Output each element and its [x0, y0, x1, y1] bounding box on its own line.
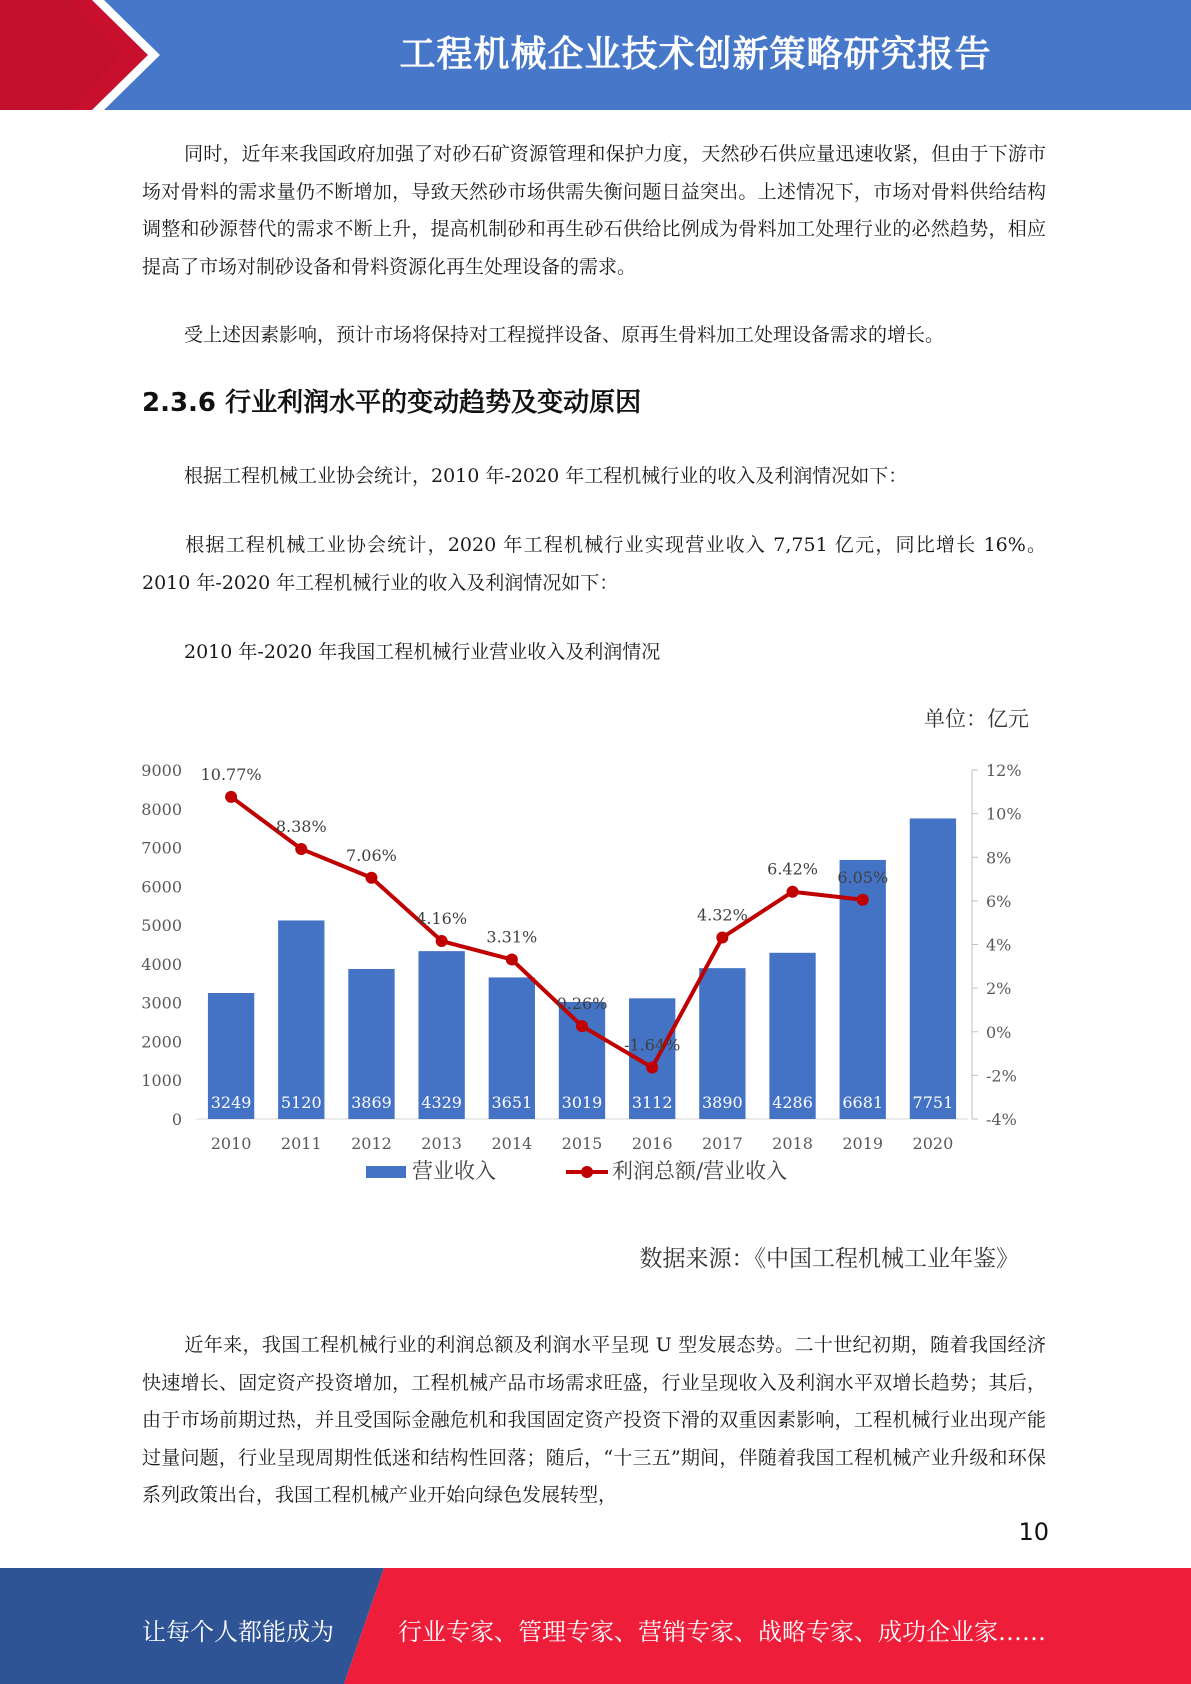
y-tick-label: 0: [171, 1110, 182, 1129]
line-point: [365, 872, 377, 884]
x-tick-label: 2015: [561, 1134, 603, 1153]
bar-value-label: 3249: [210, 1093, 252, 1112]
line-profit-ratio: [231, 797, 863, 1068]
y2-tick-label: 8%: [986, 848, 1012, 868]
y-tick-label: 2000: [141, 1032, 182, 1052]
y-tick-label: 4000: [141, 954, 182, 974]
line-point: [576, 1020, 588, 1032]
x-tick-label: 2012: [351, 1134, 392, 1153]
section-heading: 2.3.6 行业利润水平的变动趋势及变动原因: [142, 388, 642, 418]
y-tick-label: 6000: [141, 877, 182, 897]
bar-value-label: 7751: [912, 1093, 954, 1112]
line-point: [716, 932, 728, 944]
bar-value-label: 4286: [772, 1093, 813, 1112]
x-tick-label: 2018: [772, 1134, 813, 1153]
bar-value-label: 3869: [351, 1093, 392, 1112]
y2-tick-label: 6%: [986, 891, 1012, 911]
line-value-label: 6.42%: [767, 859, 818, 879]
line-point: [857, 894, 869, 906]
line-value-label: 0.26%: [556, 994, 608, 1014]
legend-label-profit: 利润总额/营业收入: [612, 1159, 788, 1183]
y-tick-label: 8000: [141, 799, 182, 819]
line-point: [295, 843, 307, 855]
revenue-profit-chart: [130, 750, 1030, 1200]
y2-tick-label: 0%: [986, 1022, 1012, 1042]
page-footer: [0, 1568, 1191, 1684]
bar-revenue: [910, 818, 956, 1119]
legend-label-revenue: 营业收入: [412, 1159, 496, 1183]
paragraph-5: 近年来，我国工程机械行业的利润总额及利润水平呈现 U 型发展态势。二十世纪初期，随着我国经济快速增长、固定资产投资增加，工程机械产品市场需求旺盛，行业呈现收入及利润水平双增长趋势；其后，由于市场前期过热，并且受国际金融危机和我国固定资产投资下滑的双重因素影响，工程机械行业出现产能过量问题，行业呈现周期性低迷和结构性回落；随后，“十三五”期间，伴随着我国工程机械产业升级和环保系列政策出台，我国工程机械产业开始向绿色发展转型，: [142, 1334, 1046, 1506]
line-point: [506, 954, 518, 966]
paragraph-2: 受上述因素影响，预计市场将保持对工程搅拌设备、原再生骨料加工处理设备需求的增长。: [184, 324, 945, 346]
line-value-label: 3.31%: [486, 927, 538, 947]
line-point: [436, 935, 448, 947]
footer-slogan-right: 行业专家、管理专家、营销专家、战略专家、成功企业家……: [398, 1618, 1046, 1646]
paragraph-4: 根据工程机械工业协会统计，2020 年工程机械行业实现营业收入 7,751 亿元，同比增长 16%。2010 年-2020 年工程机械行业的收入及利润情况如下：: [142, 534, 1046, 594]
bar-revenue: [278, 920, 324, 1119]
line-point: [225, 791, 237, 803]
page-number: 10: [1018, 1518, 1049, 1546]
page-header: [0, 0, 1191, 110]
figure-caption: 2010 年-2020 年我国工程机械行业营业收入及利润情况: [184, 641, 661, 663]
bar-value-label: 4329: [421, 1093, 462, 1112]
figure-unit: 单位：亿元: [924, 707, 1029, 731]
x-tick-label: 2011: [280, 1134, 322, 1153]
x-tick-label: 2016: [631, 1134, 673, 1153]
legend-swatch-revenue: [366, 1166, 406, 1178]
paragraph-3: 根据工程机械工业协会统计，2010 年-2020 年工程机械行业的收入及利润情况如下：: [184, 465, 908, 487]
document-title: 工程机械企业技术创新策略研究报告: [399, 34, 992, 75]
footer-slogan-left: 让每个人都能成为: [142, 1618, 334, 1646]
line-value-label: 7.06%: [346, 845, 397, 865]
y-tick-label: 7000: [141, 838, 182, 858]
x-tick-label: 2014: [491, 1134, 533, 1153]
x-tick-label: 2013: [421, 1134, 462, 1153]
bar-value-label: 3019: [561, 1093, 603, 1112]
line-point: [787, 886, 799, 898]
y-tick-label: 1000: [141, 1071, 182, 1091]
x-tick-label: 2019: [842, 1134, 884, 1153]
y-tick-label: 3000: [141, 993, 182, 1013]
y-tick-label: 9000: [141, 761, 182, 780]
y2-tick-label: 12%: [986, 761, 1022, 780]
figure-source: 数据来源：《中国工程机械工业年鉴》: [639, 1246, 1019, 1272]
paragraph-1: 同时，近年来我国政府加强了对砂石矿资源管理和保护力度，天然砂石供应量迅速收紧，但由于下游市场对骨料的需求量仍不断增加，导致天然砂市场供需失衡问题日益突出。上述情况下，市场对骨料供给结构调整和砂源替代的需求不断上升，提高机制砂和再生砂石供给比例成为骨料加工处理行业的必然趋势，相应提高了市场对制砂设备和骨料资源化再生处理设备的需求。: [142, 143, 1046, 278]
header-red-chevron: [0, 0, 160, 110]
legend-marker-profit: [581, 1166, 593, 1178]
bar-value-label: 3890: [702, 1093, 743, 1112]
y2-tick-label: 2%: [986, 979, 1012, 999]
y2-tick-label: -2%: [986, 1066, 1017, 1086]
y2-tick-label: 10%: [986, 804, 1022, 824]
line-value-label: 4.32%: [696, 905, 748, 925]
y2-tick-label: 4%: [986, 935, 1012, 955]
line-point: [646, 1062, 658, 1074]
bar-value-label: 3112: [631, 1093, 673, 1112]
x-tick-label: 2020: [912, 1134, 954, 1153]
y2-tick-label: -4%: [986, 1110, 1017, 1129]
line-value-label: 10.77%: [200, 764, 262, 784]
line-value-label: 4.16%: [416, 909, 468, 929]
bar-value-label: 6681: [842, 1093, 884, 1112]
line-value-label: 8.38%: [275, 816, 327, 836]
bar-value-label: 5120: [280, 1093, 322, 1112]
line-value-label: 6.05%: [837, 867, 889, 887]
x-tick-label: 2017: [702, 1134, 743, 1153]
y-tick-label: 5000: [141, 916, 182, 936]
x-tick-label: 2010: [210, 1134, 252, 1153]
line-value-label: -1.64%: [624, 1035, 681, 1055]
bar-value-label: 3651: [491, 1093, 533, 1112]
